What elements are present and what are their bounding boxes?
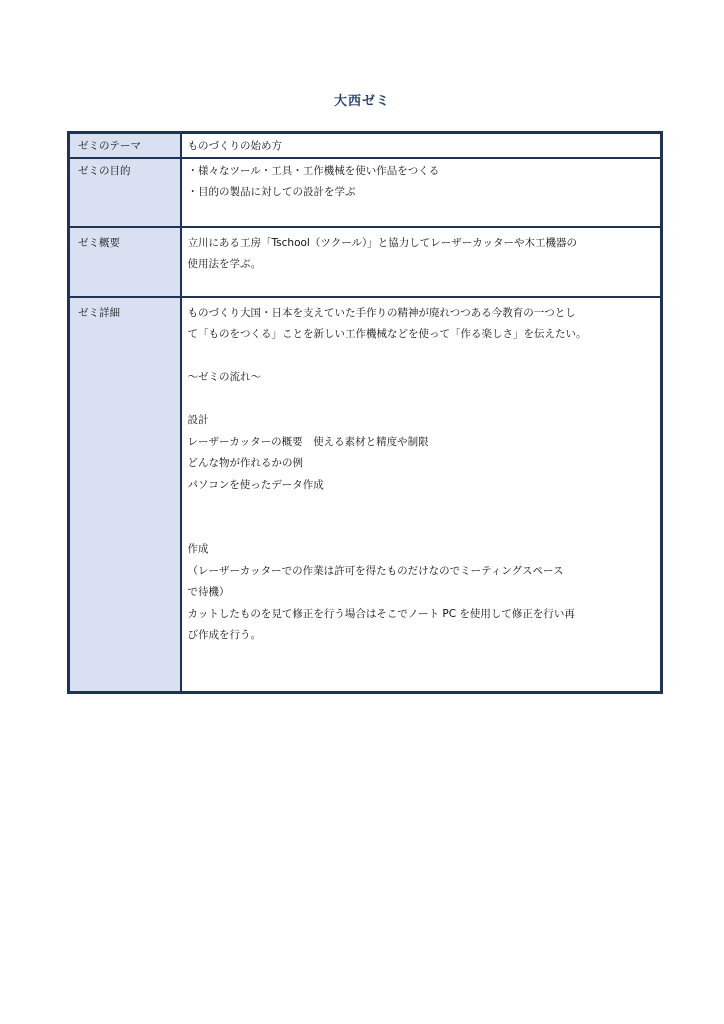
label-overview: ゼミ概要	[69, 227, 181, 297]
label-theme: ゼミのテーマ	[69, 133, 181, 158]
design-item-1: レーザーカッターの概要 使える素材と精度や制限	[187, 435, 429, 448]
content-detail	[181, 297, 662, 693]
design-item-2: どんな物が作れるかの例	[187, 457, 303, 469]
spacer	[188, 496, 655, 518]
overview-line-2: 使用法を学ぶ。	[187, 258, 262, 270]
table-row-overview	[69, 227, 662, 297]
table-row-detail	[69, 297, 662, 693]
make-item-2: で待機）	[187, 586, 230, 598]
design-heading: 設計	[187, 414, 209, 426]
make-item-3: カットしたものを見て修正を行う場合はそこでノート PC を使用して修正を行い再	[187, 607, 575, 620]
label-detail: ゼミ詳細	[69, 297, 181, 693]
spacer	[188, 346, 655, 368]
document-title: 大西ゼミ	[333, 94, 390, 109]
overview-line-1: 立川にある工房「Tschool（ツクール）」と協力してレーザーカッターや木工機器の	[187, 236, 577, 249]
purpose-line-2: ・目的の製品に対しての設計を学ぶ	[187, 186, 356, 198]
detail-intro-line-1: ものづくり大国・日本を支えていた手作りの精神が廃れつつある今教育の一つとし	[187, 306, 576, 319]
theme-text: ものづくりの始め方	[187, 140, 282, 152]
seminar-info-table	[67, 131, 663, 694]
detail-intro-line-2: て「ものをつくる」ことを新しい工作機械などを使って「作る楽しさ」を伝えたい。	[187, 328, 587, 340]
label-purpose: ゼミの目的	[69, 158, 181, 227]
flow-heading: ～ゼミの流れ～	[187, 371, 261, 383]
spacer	[188, 389, 655, 411]
content-overview	[181, 227, 662, 297]
table-row-theme	[69, 133, 662, 158]
content-theme	[181, 133, 662, 158]
make-heading: 作成	[187, 543, 209, 555]
content-purpose	[181, 158, 662, 227]
purpose-line-1: ・様々なツール・工具・工作機械を使い作品をつくる	[187, 164, 440, 177]
design-item-3: パソコンを使ったデータ作成	[187, 478, 324, 491]
table-row-purpose	[69, 158, 662, 227]
make-item-1: （レーザーカッターでの作業は許可を得たものだけなのでミーティングスペース	[187, 564, 564, 577]
spacer	[188, 518, 655, 540]
make-item-4: び作成を行う。	[187, 629, 261, 641]
